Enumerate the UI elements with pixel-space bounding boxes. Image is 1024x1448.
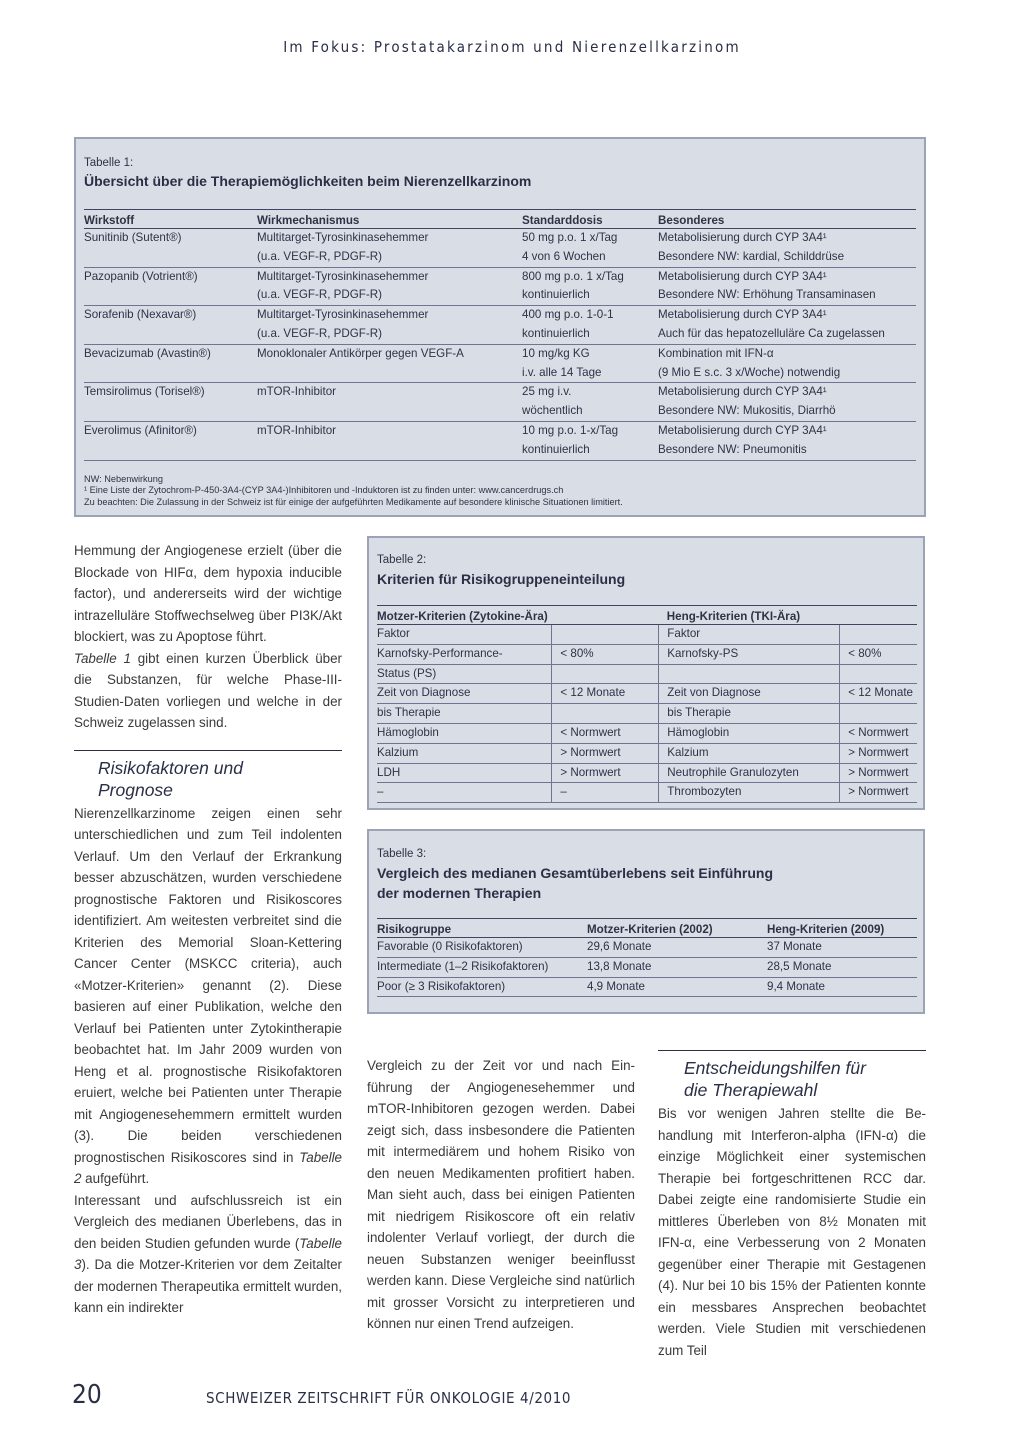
table-row: [377, 664, 917, 684]
table-cell: Multitarget-Tyrosinkinasehemmer: [257, 269, 429, 283]
table-row: [84, 325, 916, 344]
table-cell: Besondere NW: Mukositis, Diarrhö: [658, 402, 916, 421]
table-cell: –: [377, 783, 552, 803]
col1-text: gibt einen kurzen Überblick über die Substanzen, für welche Phase-III-Studien-Daten vorliegen und welche in der Schweiz zugelassen sind.: [74, 650, 342, 730]
table-cell: Metabolisierung durch CYP 3A4¹: [658, 385, 827, 399]
table-cell: < 80%: [552, 644, 659, 664]
table-row: [377, 977, 917, 997]
col1-paragraph-2: [74, 648, 342, 734]
table-cell: Besondere NW: Pneumonitis: [658, 441, 916, 460]
table-cell: [84, 402, 257, 421]
table1-header-cell: Wirkmechanismus: [257, 210, 522, 229]
table-cell: Faktor: [377, 625, 552, 645]
table-row: [84, 286, 916, 305]
table-cell: < 12 Monate: [552, 684, 659, 704]
table-cell: Auch für das hepatozelluläre Ca zugelassen: [658, 325, 916, 344]
table3-title-line2: der modernen Therapien: [377, 885, 542, 901]
table1-footnotes: [84, 474, 914, 509]
table3-header-cell: Heng-Kriterien (2009): [767, 919, 917, 938]
table1-body: [84, 229, 916, 461]
table-cell: [84, 364, 257, 383]
table-cell: bis Therapie: [377, 704, 552, 724]
table-cell: Favorable (0 Risikofaktoren): [377, 938, 587, 958]
table-cell: Monoklonaler Antikörper gegen VEGF-A: [257, 346, 464, 360]
table-cell: [257, 364, 522, 383]
col1-paragraph: Hemmung der Angiogenese erzielt (über die Blockade von HIFα, dem hypoxia inducible factor), und andererseits wird der wichtige intrazelluläre Stoffwechselweg über PI3K/Akt blockiert, was zu Apoptose führt.: [74, 543, 342, 644]
table-cell: 800 mg p.o. 1 x/Tag: [522, 269, 624, 283]
col1-text: Interessant und aufschlussreich ist ein Vergleich des medianen Überlebens, das in den beiden Studien gefunden wurde (: [74, 1192, 342, 1251]
table3-header-cell: Motzer-Kriterien (2002): [587, 919, 767, 938]
table1-footnote: Zu beachten: Die Zulassung in der Schweiz ist für einige der aufgeführten Medikamente auf besondere klinische Situationen limitiert.: [84, 496, 623, 507]
table-cell: Metabolisierung durch CYP 3A4¹: [658, 423, 827, 437]
table-cell: Temsirolimus (Torisel®): [84, 385, 205, 399]
col1-paragraph-3: [74, 803, 342, 1190]
table-cell: 25 mg i.v.: [522, 385, 572, 399]
table2-title: Kriterien für Risikogruppeneinteilung: [377, 571, 626, 587]
table-cell: Pazopanib (Votrient®): [84, 269, 198, 283]
table-cell: 37 Monate: [767, 938, 917, 958]
table-cell: Karnofsky-PS: [659, 644, 840, 664]
section-heading-line: die Therapiewahl: [684, 1080, 818, 1100]
table-cell: (9 Mio E s.c. 3 x/Woche) notwendig: [658, 364, 916, 383]
table-cell: mTOR-Inhibitor: [257, 385, 337, 399]
table-cell: [840, 664, 917, 684]
table3-title-line1: Vergleich des medianen Gesamtüberlebens seit Einführung: [377, 865, 773, 881]
table-ref: Tabelle 3: [74, 1235, 342, 1272]
table-cell: > Normwert: [840, 783, 917, 803]
table3-header-row: [377, 919, 917, 938]
table-cell: Poor (≥ 3 Risikofaktoren): [377, 977, 587, 997]
table-ref: Tabelle 1: [74, 650, 131, 666]
running-head: Im Fokus: Prostatakarzinom und Nierenzellkarzinom: [283, 38, 741, 56]
table-cell: 29,6 Monate: [587, 938, 767, 958]
table-row: [84, 248, 916, 267]
table2-body: [377, 625, 917, 803]
col1-paragraph-4: [74, 1190, 342, 1319]
table-cell: Sunitinib (Sutent®): [84, 231, 182, 244]
table-cell: 10 mg/kg KG: [522, 346, 590, 360]
table-cell: < Normwert: [840, 723, 917, 743]
table-cell: [552, 704, 659, 724]
table-row: [377, 763, 917, 783]
table2-header-heng: Heng-Kriterien (TKI-Ära): [659, 606, 917, 625]
table2-header-row: [377, 606, 917, 625]
table-cell: Multitarget-Tyrosinkinasehemmer: [257, 308, 429, 322]
table2-header-motzer: Motzer-Kriterien (Zytokine-Ära): [377, 606, 659, 625]
table-cell: Neutrophile Granulozyten: [659, 763, 840, 783]
col1-text: ). Da die Motzer-Kriterien vor dem Zeitalter der modernen Therapeutika ermittelt wurden, kann ein indirekter: [74, 1257, 342, 1315]
table-cell: bis Therapie: [659, 704, 840, 724]
table-cell: Karnofsky-Performance-: [377, 644, 552, 664]
table-cell: Thrombozyten: [659, 783, 840, 803]
table-cell: (u.a. VEGF-R, PDGF-R): [257, 286, 522, 305]
table3-header-cell: Risikogruppe: [377, 919, 587, 938]
table1-header-cell: Standarddosis: [522, 210, 658, 229]
table-cell: 9,4 Monate: [767, 977, 917, 997]
journal-name: SCHWEIZER ZEITSCHRIFT FÜR ONKOLOGIE 4/2010: [206, 1389, 572, 1407]
table-cell: > Normwert: [552, 763, 659, 783]
table2-box: [367, 536, 925, 810]
table-cell: Besondere NW: kardial, Schilddrüse: [658, 248, 916, 267]
table-row: [84, 229, 916, 248]
table-row: [84, 421, 916, 440]
table-row: [377, 704, 917, 724]
table-row: [377, 644, 917, 664]
table-cell: Metabolisierung durch CYP 3A4¹: [658, 269, 827, 283]
section-rule: [74, 750, 342, 751]
column-3: [658, 1050, 926, 1361]
section-heading-line: Prognose: [98, 779, 173, 800]
table-cell: 4,9 Monate: [587, 977, 767, 997]
table-cell: Metabolisierung durch CYP 3A4¹: [658, 231, 827, 244]
table-cell: Faktor: [659, 625, 840, 645]
table-row: [84, 441, 916, 460]
table-cell: Status (PS): [377, 664, 552, 684]
table1: [84, 209, 916, 461]
table1-header-cell: Wirkstoff: [84, 210, 257, 229]
table-cell: [84, 248, 257, 267]
table-cell: (u.a. VEGF-R, PDGF-R): [257, 325, 522, 344]
table-cell: wöchentlich: [522, 402, 658, 421]
table-cell: –: [552, 783, 659, 803]
table1-footnote: ¹ Eine Liste der Zytochrom-P-450-3A4-(CYP 3A4-)Inhibitoren und -Induktoren ist zu finden unter: www.cancerdrugs.ch: [84, 485, 564, 496]
table-cell: < 12 Monate: [840, 684, 917, 704]
table-cell: 4 von 6 Wochen: [522, 248, 658, 267]
table-row: [377, 625, 917, 645]
table-row: [84, 267, 916, 286]
table-cell: Kalzium: [377, 743, 552, 763]
table-cell: [84, 325, 257, 344]
table-cell: 10 mg p.o. 1-x/Tag: [522, 423, 619, 437]
table-cell: [84, 441, 257, 460]
table-cell: [84, 286, 257, 305]
page-number: 20: [72, 1380, 102, 1410]
table-cell: Multitarget-Tyrosinkinasehemmer: [257, 231, 429, 244]
table-cell: [840, 625, 917, 645]
table-cell: [257, 441, 522, 460]
table-cell: < 80%: [840, 644, 917, 664]
section-heading-entscheidungshilfen: [684, 1057, 926, 1101]
table-row: [377, 684, 917, 704]
table-cell: Kombination mit IFN-α: [658, 346, 774, 360]
table-cell: > Normwert: [840, 763, 917, 783]
table1-header-row: [84, 210, 916, 229]
table-cell: 400 mg p.o. 1-0-1: [522, 308, 614, 322]
table1-header-cell: Besonderes: [658, 210, 916, 229]
table-cell: > Normwert: [840, 743, 917, 763]
table-cell: Besondere NW: Erhöhung Transaminasen: [658, 286, 916, 305]
table-cell: [840, 704, 917, 724]
table1-label: Tabelle 1:: [84, 157, 134, 169]
table-cell: 28,5 Monate: [767, 957, 917, 977]
table-cell: LDH: [377, 763, 552, 783]
table-row: [377, 938, 917, 958]
table-cell: Metabolisierung durch CYP 3A4¹: [658, 308, 827, 322]
table-cell: [552, 664, 659, 684]
section-heading-line: Risikofaktoren und: [98, 757, 243, 778]
table-row: [377, 743, 917, 763]
table-cell: Hämoglobin: [659, 723, 840, 743]
table-row: [84, 364, 916, 383]
table-cell: Hämoglobin: [377, 723, 552, 743]
col1-text: aufgeführt.: [81, 1171, 150, 1186]
table-cell: kontinuierlich: [522, 286, 658, 305]
table-cell: Sorafenib (Nexavar®): [84, 308, 197, 322]
table-cell: Zeit von Diagnose: [377, 684, 552, 704]
table1-title: Übersicht über die Therapiemöglichkeiten beim Nierenzellkarzinom: [84, 173, 532, 189]
column-1: [74, 540, 342, 1319]
table-cell: [552, 625, 659, 645]
table-cell: > Normwert: [552, 743, 659, 763]
table3-label: Tabelle 3:: [377, 848, 427, 860]
table-cell: Everolimus (Afinitor®): [84, 423, 197, 437]
col3-paragraph: Bis vor wenigen Jahren stellte die Behandlung mit Interferon-alpha (IFN-α) die einzige Möglichkeit einer systemischen Therapie bei fortgeschrittenen RCC dar. Dabei zeigte eine randomisierte Studie ein mittleres Überleben von 8½ Monaten mit IFN-α, eine Verbesserung von 2 Monaten gegenüber einer Therapie mit Gestagenen (4). Nur bei 10 bis 15% der Patienten konnte ein messbares Ansprechen beobachtet werden. Viele Studien mit verschiedenen zum Teil: [658, 1106, 926, 1358]
table3-body: [377, 938, 917, 997]
table2: [377, 605, 917, 803]
table-cell: kontinuierlich: [522, 325, 658, 344]
table-row: [377, 957, 917, 977]
table-row: [377, 723, 917, 743]
section-heading-risikofaktoren: [98, 757, 342, 801]
section-rule: [658, 1050, 926, 1051]
col1-text: Nierenzellkarzinome zeigen einen sehr unterschiedlichen und zum Teil indolenten Verlauf. Um den Verlauf der Erkrankung besser abzuschätzen, wurden verschiedene prognostische Faktoren und Risikoscores identifiziert. Am weitesten verbreitet sind die Kriterien des Memorial Sloan-Kettering Cancer Center (MSKCC criteria), auch «Motzer-Kriterien» genannt (2). Diese basieren auf einer Publikation, welche den Verlauf bei Patienten unter Zytokintherapie beobachtet hat. Im Jahr 2009 wurden von Heng et al. prognostische Risikofaktoren eruiert, welche bei Patienten unter Therapie mit Angiogenesehemmern ermittelt wurden (3). Die beiden verschiedenen prognostischen Risikoscores sind in: [74, 805, 342, 1165]
table-cell: [257, 402, 522, 421]
table-row: [84, 402, 916, 421]
section-heading-line: Entscheidungshilfen für: [684, 1058, 866, 1078]
table-cell: Kalzium: [659, 743, 840, 763]
table-cell: [659, 664, 840, 684]
table-row: [84, 344, 916, 363]
table-cell: Zeit von Diagnose: [659, 684, 840, 704]
table-cell: Bevacizumab (Avastin®): [84, 346, 211, 360]
table-row: [84, 306, 916, 325]
table1-box: [74, 137, 926, 517]
table-cell: 13,8 Monate: [587, 957, 767, 977]
table-row: [377, 783, 917, 803]
table3-box: [367, 829, 925, 1014]
table2-label: Tabelle 2:: [377, 554, 427, 566]
col2-paragraph: Vergleich zu der Zeit vor und nach Einführung der Angiogenesehemmer und mTOR-Inhibitoren gezogen werden. Dabei zeigt sich, dass insbesondere die Patienten mit intermediärem und hohem Risiko von den neuen Medikamenten profitiert haben. Man sieht auch, dass bei einigen Patienten mit niedrigem Risikoscore oft ein relativ indolenter Verlauf vorliegt, der durch die neuen Substanzen weniger beeinflusst werden kann. Diese Vergleiche sind natürlich mit grosser Vorsicht zu interpretieren und können nur einen Trend aufzeigen.: [367, 1058, 635, 1331]
table-cell: i.v. alle 14 Tage: [522, 364, 658, 383]
table-cell: kontinuierlich: [522, 441, 658, 460]
table-cell: Intermediate (1–2 Risikofaktoren): [377, 957, 587, 977]
table-cell: < Normwert: [552, 723, 659, 743]
table-cell: mTOR-Inhibitor: [257, 423, 337, 437]
column-2: [367, 1055, 635, 1335]
table-cell: (u.a. VEGF-R, PDGF-R): [257, 248, 522, 267]
table-cell: 50 mg p.o. 1 x/Tag: [522, 231, 618, 244]
table1-footnote: NW: Nebenwirkung: [84, 473, 163, 484]
table3: [377, 918, 917, 997]
table-ref: Tabelle 2: [74, 1149, 342, 1186]
table-row: [84, 383, 916, 402]
